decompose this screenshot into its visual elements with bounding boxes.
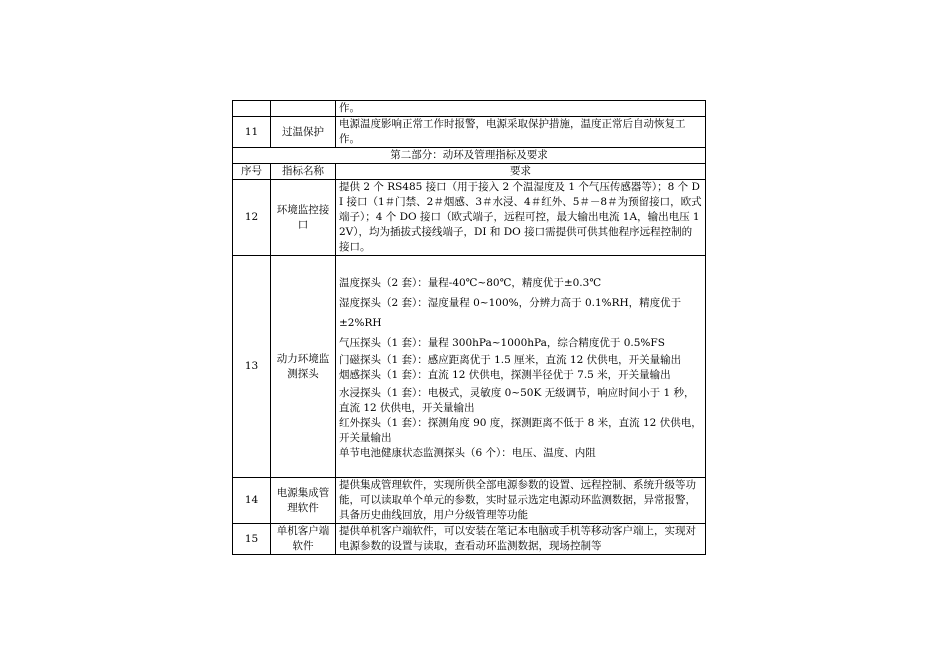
indicator-name: 动力环境监测探头 (271, 256, 336, 478)
indicator-name: 电源集成管理软件 (271, 478, 336, 524)
row-number: 14 (233, 478, 271, 524)
requirement-text: 作。 (336, 101, 706, 117)
probe-item: 湿度探头（2 套）：湿度量程 0~100%，分辨力高于 0.1%RH，精度优于±2%RH (339, 296, 682, 329)
requirement-list (336, 256, 706, 478)
header-indicator-name: 指标名称 (271, 164, 336, 180)
table-row (233, 524, 706, 555)
section-header-row (233, 148, 706, 164)
section-title: 第二部分：动环及管理指标及要求 (233, 148, 706, 164)
probe-item: 气压探头（1 套）：量程 300hPa~1000hPa，综合精度优于 0.5%FS (339, 336, 665, 349)
requirement-text: 提供 2 个 RS485 接口（用于接入 2 个温湿度及 1 个气压传感器等）；8 个 DI 接口（1＃门禁、2＃烟感、3＃水浸、4＃红外、5＃－8＃为预留接口，欧式端子）；4 个 DO 接口（欧式端子，远程可控，最大输出电流 1A，输出电压 12V），均为插拔式接线端子，DI 和 DO 接口需提供可供其他程序远程控制的接口。 (336, 180, 706, 256)
probe-item: 水浸探头（1 套）：电极式，灵敏度 0~50K 无级调节，响应时间小于 1 秒，直流 12 伏供电，开关量输出 (339, 386, 695, 414)
indicator-name: 过温保护 (271, 117, 336, 148)
row-number: 13 (233, 256, 271, 478)
table-row (233, 117, 706, 148)
probe-item: 温度探头（2 套）：量程-40℃~80℃，精度优于±0.3℃ (339, 276, 602, 289)
header-requirement: 要求 (336, 164, 706, 180)
indicator-name (271, 101, 336, 117)
row-number: 11 (233, 117, 271, 148)
table-row (233, 180, 706, 256)
indicator-name: 单机客户端软件 (271, 524, 336, 555)
requirement-text: 电源温度影响正常工作时报警，电源采取保护措施，温度正常后自动恢复工作。 (336, 117, 706, 148)
indicator-name: 环境监控接口 (271, 180, 336, 256)
row-number (233, 101, 271, 117)
requirements-table (232, 100, 706, 555)
probe-item: 门磁探头（1 套）：感应距离优于 1.5 厘米，直流 12 伏供电，开关量输出 (339, 353, 682, 366)
row-number: 12 (233, 180, 271, 256)
row-number: 15 (233, 524, 271, 555)
probe-item: 烟感探头（1 套）：直流 12 伏供电，探测半径优于 7.5 米，开关量输出 (339, 368, 671, 381)
column-header-row (233, 164, 706, 180)
probe-item: 单节电池健康状态监测探头（6 个）：电压、温度、内阻 (339, 446, 596, 459)
table-row (233, 256, 706, 478)
requirement-text: 提供集成管理软件，实现所供全部电源参数的设置、远程控制、系统升级等功能，可以读取单个单元的参数，实时显示选定电源动环监测数据，异常报警，具备历史曲线回放，用户分级管理等功能 (336, 478, 706, 524)
header-number: 序号 (233, 164, 271, 180)
requirement-text: 提供单机客户端软件，可以安装在笔记本电脑或手机等移动客户端上，实现对电源参数的设置与读取，查看动环监测数据，现场控制等 (336, 524, 706, 555)
table-row (233, 478, 706, 524)
probe-item: 红外探头（1 套）：探测角度 90 度，探测距离不低于 8 米，直流 12 伏供电，开关量输出 (339, 416, 702, 444)
table-row (233, 101, 706, 117)
